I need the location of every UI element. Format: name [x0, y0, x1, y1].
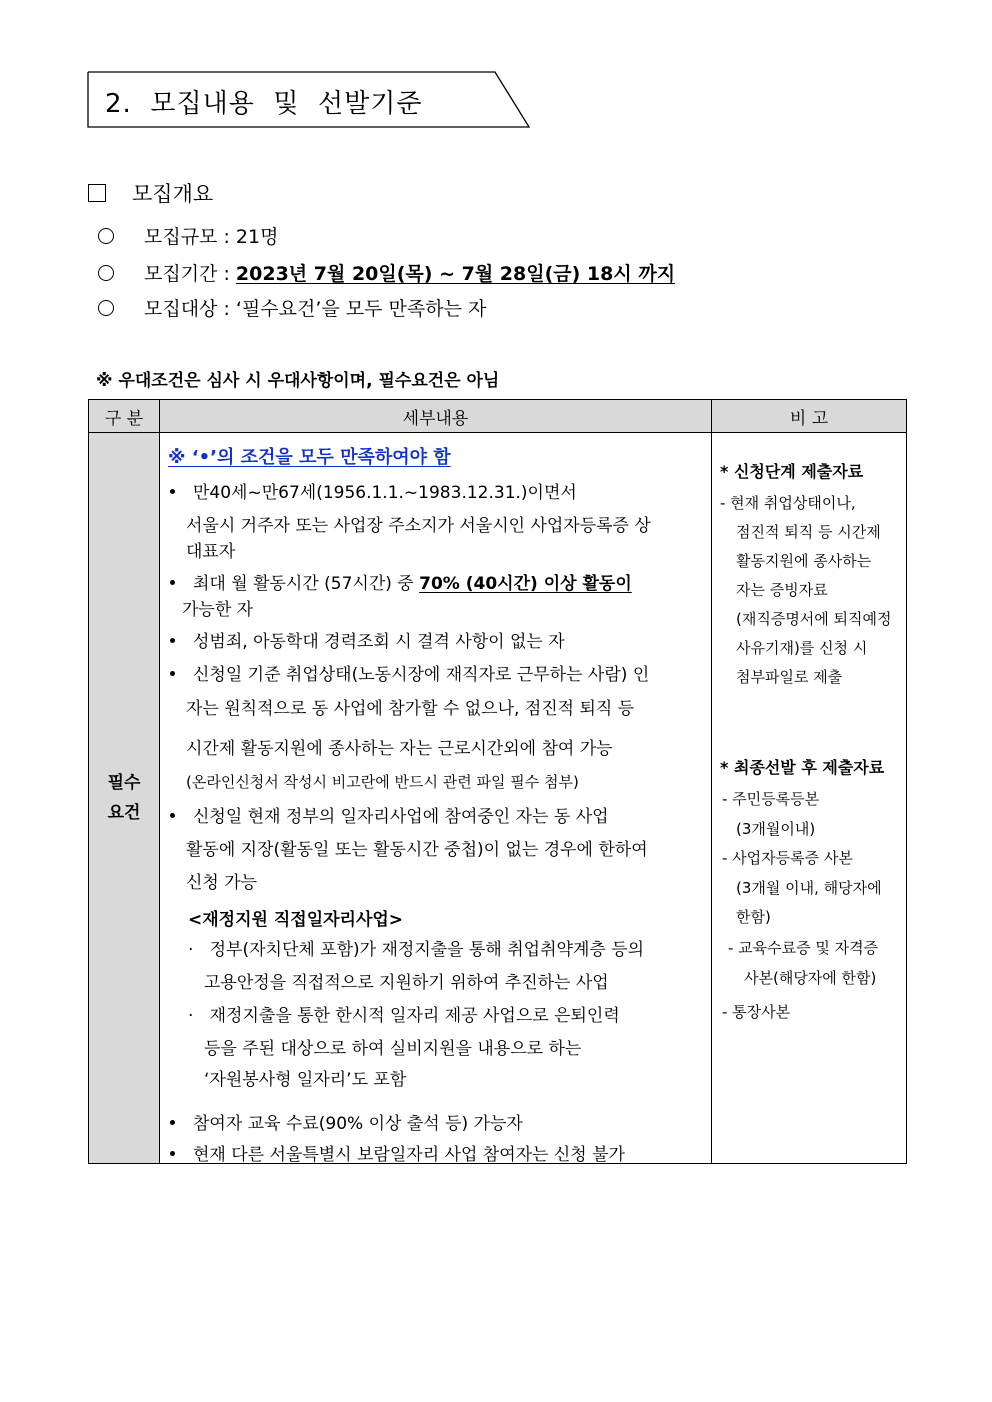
remark-text: - 통장사본: [722, 1003, 791, 1021]
overview-item-size: [98, 222, 278, 249]
detail-cell: [160, 433, 712, 1164]
overview-item-target: [98, 294, 486, 321]
detail-text: 신청일 기준 취업상태(노동시장에 재직자로 근무하는 사람) 인: [193, 665, 650, 685]
section-heading: [87, 71, 537, 129]
detail-text: 활동에 지장(활동일 또는 활동시간 중첩)이 없는 경우에 한하여: [186, 840, 648, 860]
overview-title: 모집개요: [132, 182, 214, 206]
detail-text: 서울시 거주자 또는 사업장 주소지가 서울시인 사업자등록증 상: [186, 516, 651, 536]
bullet-icon: [170, 1120, 175, 1125]
bullet-icon: [170, 580, 175, 585]
table-row: [89, 433, 907, 1164]
detail-notice: ※ ‘•’의 조건을 모두 만족하여야 함: [168, 447, 451, 468]
list-item: [170, 660, 649, 685]
list-item: [170, 802, 609, 827]
bullet-icon: [170, 638, 175, 643]
remark-text: 첨부파일로 제출: [736, 668, 843, 686]
detail-text: ‘자원봉사형 일자리’도 포함: [204, 1070, 407, 1090]
remark-heading: * 신청단계 제출자료: [720, 462, 864, 481]
table-header-row: [89, 400, 907, 433]
bullet-icon: [170, 813, 175, 818]
header-detail: 세부내용: [160, 400, 712, 433]
category-line: 요건: [107, 803, 141, 823]
detail-text: 신청일 현재 정부의 일자리사업에 참여중인 자는 동 사업: [193, 807, 609, 827]
remark-text: - 현재 취업상태이나,: [720, 494, 856, 512]
remark-text: 한함): [736, 908, 771, 926]
sub-item: [188, 935, 644, 960]
item-sep: :: [217, 298, 236, 320]
detail-text: 성범죄, 아동학대 경력조회 시 결격 사항이 없는 자: [193, 632, 565, 652]
list-item: [170, 1109, 523, 1134]
remark-text: - 교육수료증 및 자격증: [728, 939, 879, 957]
detail-text: 대표자: [186, 542, 236, 562]
detail-text: 가능한 자: [182, 600, 254, 620]
remark-text: - 사업자등록증 사본: [722, 849, 853, 867]
detail-text: 참여자 교육 수료(90% 이상 출석 등) 가능자: [193, 1114, 523, 1134]
list-item: [170, 569, 632, 594]
page-title: 2. 모집내용 및 선발기준: [105, 89, 423, 119]
detail-text: 현재 다른 서울특별시 보람일자리 사업 참여자는 신청 불가: [193, 1145, 625, 1165]
remark-text: 점진적 퇴직 등 시간제: [736, 523, 881, 541]
detail-text: (온라인신청서 작성시 비고란에 반드시 관련 파일 필수 첨부): [186, 773, 579, 791]
bullet-icon: [170, 671, 175, 676]
list-item: [170, 627, 565, 652]
category-cell: [89, 433, 160, 1164]
remark-text: - 주민등록등본: [722, 790, 820, 808]
dot-icon: ·: [188, 940, 194, 960]
header-category: 구 분: [89, 400, 160, 433]
preference-note: ※ 우대조건은 심사 시 우대사항이며, 필수요건은 아님: [96, 371, 500, 391]
item-value: ‘필수요건’을 모두 만족하는 자: [235, 298, 487, 320]
sub-item: [188, 1001, 620, 1026]
detail-text: 정부(자치단체 포함)가 재정지출을 통해 취업취약계층 등의: [209, 940, 645, 960]
list-item: [170, 1140, 625, 1165]
detail-text: 신청 가능: [186, 873, 258, 893]
detail-text: 등을 주된 대상으로 하여 실비지원을 내용으로 하는: [204, 1039, 582, 1059]
item-label: 모집규모: [144, 226, 218, 248]
item-value: 2023년 7월 20일(목) ~ 7월 28일(금) 18시 까지: [235, 263, 676, 285]
remark-text: 사유기재)를 신청 시: [736, 639, 868, 657]
remark-text: (3개월 이내, 해당자에: [736, 879, 882, 897]
detail-text: 최대 월 활동시간 (57시간) 중: [193, 574, 420, 594]
requirements-table: [88, 399, 907, 1164]
remark-text: 활동지원에 종사하는: [736, 552, 872, 570]
item-label: 모집기간: [144, 263, 218, 285]
overview-title-row: [88, 178, 213, 208]
bullet-icon: [170, 1151, 175, 1156]
bullet-icon: [170, 489, 175, 494]
item-value: 21명: [235, 226, 279, 248]
overview-item-period: [98, 259, 675, 286]
list-item: [170, 478, 577, 503]
item-sep: :: [217, 263, 236, 285]
detail-text: 재정지출을 통한 한시적 일자리 제공 사업으로 은퇴인력: [209, 1006, 620, 1026]
remark-text: 사본(해당자에 한함): [744, 969, 877, 987]
header-remark: 비 고: [712, 400, 907, 433]
remark-text: (3개월이내): [736, 820, 816, 838]
remark-text: 자는 증빙자료: [736, 581, 828, 599]
detail-text: 고용안정을 직접적으로 지원하기 위하여 추진하는 사업: [204, 973, 609, 993]
item-sep: :: [217, 226, 236, 248]
remark-cell: [712, 433, 907, 1164]
detail-text: 시간제 활동지원에 종사하는 자는 근로시간외에 참여 가능: [186, 739, 613, 759]
sub-title: <재정지원 직접일자리사업>: [188, 910, 404, 930]
detail-emphasis: 70% (40시간) 이상 활동이: [419, 574, 632, 594]
detail-text: 자는 원칙적으로 동 사업에 참가할 수 없으나, 점진적 퇴직 등: [186, 699, 635, 719]
dot-icon: ·: [188, 1006, 194, 1026]
item-label: 모집대상: [144, 298, 218, 320]
remark-heading: * 최종선발 후 제출자료: [720, 758, 885, 777]
remark-text: (재직증명서에 퇴직예정: [736, 610, 892, 628]
circle-bullet-icon: [98, 265, 114, 281]
square-bullet-icon: [88, 184, 106, 202]
detail-text: 만40세~만67세(1956.1.1.~1983.12.31.)이면서: [193, 483, 577, 503]
circle-bullet-icon: [98, 228, 114, 244]
circle-bullet-icon: [98, 300, 114, 316]
category-line: 필수: [107, 773, 141, 793]
